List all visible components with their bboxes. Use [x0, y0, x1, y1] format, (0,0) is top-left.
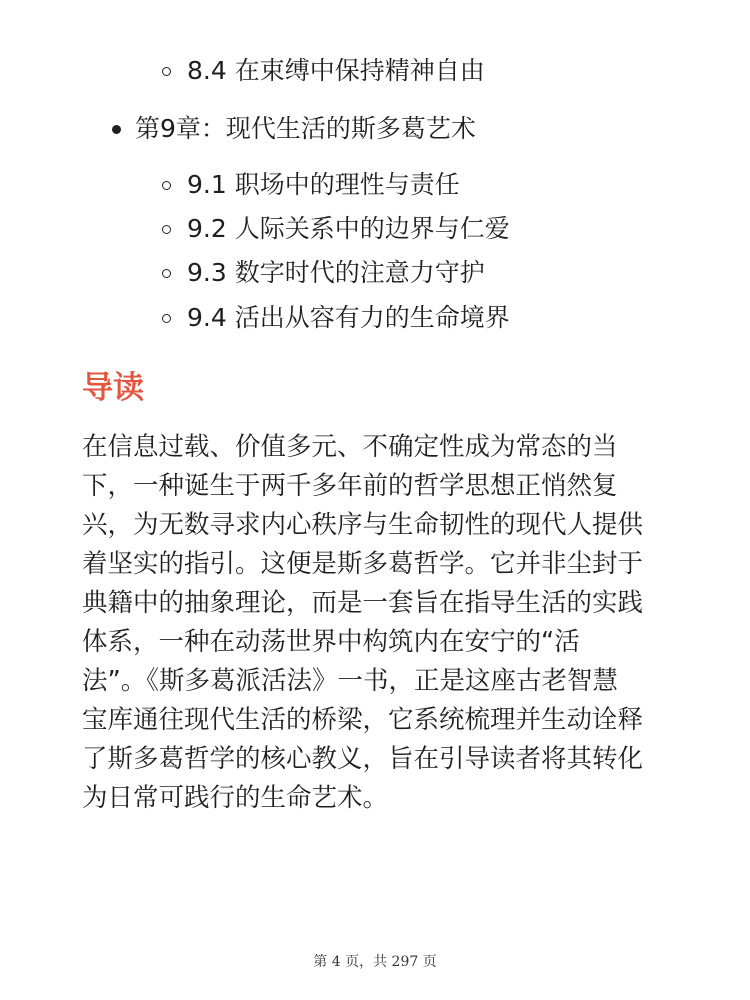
hollow-bullet-icon [162, 269, 171, 278]
toc-chapter[interactable] [112, 113, 476, 145]
section-heading: 导读 [82, 370, 144, 406]
hollow-bullet-icon [162, 225, 171, 234]
paragraph-line: 宝库通往现代生活的桥梁，它系统梳理并生动诠释 [82, 705, 644, 735]
intro-paragraph [82, 428, 682, 818]
paragraph-line: 了斯多葛哲学的核心教义，旨在引导读者将其转化 [82, 744, 644, 774]
paragraph-line: 下，一种诞生于两千多年前的哲学思想正悄然复 [82, 471, 618, 501]
hollow-bullet-icon [162, 67, 171, 76]
paragraph-line: 在信息过载、价值多元、不确定性成为常态的当 [82, 432, 618, 462]
paragraph-line: 兴，为无数寻求内心秩序与生命韧性的现代人提供 [82, 510, 644, 540]
toc-item-label: 9.1 职场中的理性与责任 [187, 170, 460, 199]
toc-item[interactable] [162, 257, 485, 289]
page-number: 第 4 页，共 297 页 [313, 954, 437, 970]
hollow-bullet-icon [162, 181, 171, 190]
toc-chapter-label: 第9章：现代生活的斯多葛艺术 [135, 114, 476, 143]
paragraph-line: 体系，一种在动荡世界中构筑内在安宁的“活 [82, 627, 580, 657]
toc-item-label: 9.3 数字时代的注意力守护 [187, 258, 485, 287]
toc-item[interactable] [162, 302, 510, 334]
toc-item[interactable] [162, 55, 485, 87]
toc-item[interactable] [162, 213, 510, 245]
toc-item-label: 9.4 活出从容有力的生命境界 [187, 303, 510, 332]
toc-item-label: 8.4 在束缚中保持精神自由 [187, 56, 485, 85]
paragraph-line: 着坚实的指引。这便是斯多葛哲学。它并非尘封于 [82, 549, 644, 579]
solid-bullet-icon [112, 125, 121, 134]
paragraph-line: 为日常可践行的生命艺术。 [82, 783, 389, 813]
paragraph-line: 典籍中的抽象理论，而是一套旨在指导生活的实践 [82, 588, 644, 618]
hollow-bullet-icon [162, 314, 171, 323]
toc-item[interactable] [162, 169, 460, 201]
paragraph-line: 法”。《斯多葛派活法》一书，正是这座古老智慧 [82, 666, 618, 696]
toc-item-label: 9.2 人际关系中的边界与仁爱 [187, 214, 510, 243]
